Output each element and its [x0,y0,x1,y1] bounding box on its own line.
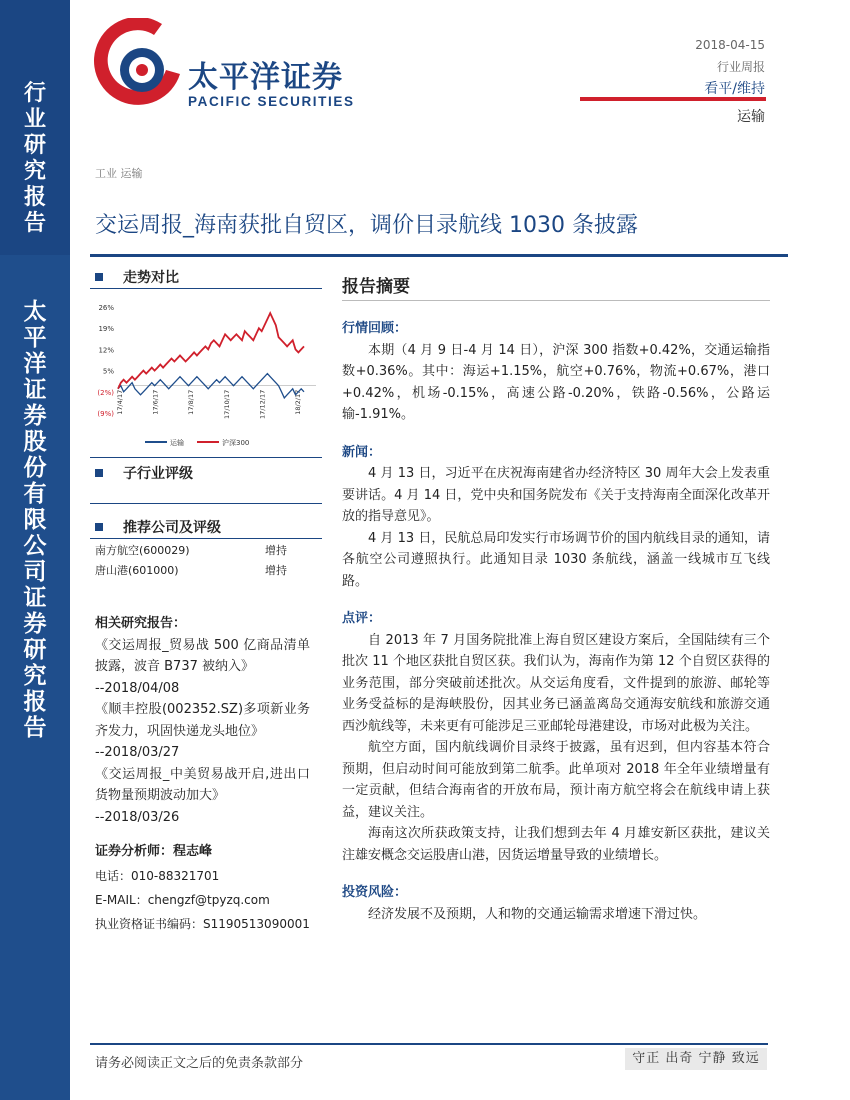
company-name: 唐山港(601000) [95,564,179,577]
breadcrumb: 工业 运输 [95,167,143,180]
comment-heading: 点评： [342,611,382,626]
related-heading: 相关研究报告： [95,616,187,631]
related-date: --2018/04/08 [95,680,180,696]
news-heading: 新闻： [342,444,382,460]
sidebar-char: 告 [23,714,47,741]
sidebar-char: 券 [23,610,47,637]
y-tick-label: 26% [98,304,114,312]
abstract-body [342,318,770,925]
header-divider [580,97,766,101]
sidebar-char: 业 [23,106,46,132]
recommend-row [95,562,287,578]
abstract-divider [342,300,770,301]
abstract-title: 报告摘要 [342,277,410,297]
y-tick-label: (9%) [97,410,114,418]
sidebar-char: 报 [23,184,46,210]
sidebar-char: 洋 [23,350,47,377]
footer-divider [90,1043,768,1045]
related-item: 《交运周报_贸易战 500 亿商品清单披露，波音 B737 被纳入》 [95,637,310,674]
bullet-square-icon [95,469,103,477]
risk-heading: 投资风险： [342,885,408,900]
sidebar-char: 告 [23,210,46,236]
market-review-text: 本期（4 月 9 日-4 月 14 日），沪深 300 指数+0.42%，交通运输指数+0.36%。其中：海运+1.15%，航空+0.76%，物流+0.67%，港口+0.42%，机场-0.15%，高速公路-0.20%，铁路-0.56%，公路运输-1.91%。 [342,342,770,422]
comment-text: 航空方面，国内航线调价目录终于披露，虽有迟到，但内容基本符合预期，但启动时间可能放到第二航季。此单项对 2018 年全年业绩增量有一定贡献，但结合海南省的开放布局，预计南方航空将会在航线申请上获益，建议关注。 [342,740,770,820]
sidebar-char: 限 [23,506,47,533]
y-tick-label: 12% [98,346,114,355]
x-tick-label: 17/8/17 [187,389,196,415]
sidebar-char: 公 [23,532,47,559]
sidebar-char: 究 [23,662,47,689]
logo-chinese-name: 太平洋证券 [188,60,343,95]
sidebar-char: 证 [23,584,47,611]
x-tick-label: 17/10/17 [222,389,231,419]
y-tick-label: 5% [102,367,114,376]
sidebar-label-company [0,300,70,742]
trend-divider [90,288,322,289]
related-date: --2018/03/26 [95,809,180,825]
x-tick-label: 17/6/17 [151,389,160,415]
sector-name: 运输 [737,109,765,125]
sidebar-char: 报 [23,688,47,715]
related-research [95,613,310,828]
analyst-email[interactable]: E-MAIL：chengzf@tpyzq.com [95,893,270,907]
sub-industry-heading: 子行业评级 [95,463,193,483]
sidebar-label-report-type [0,82,70,238]
analyst-info [95,840,310,936]
page-title: 交运周报_海南获批自贸区，调价目录航线 1030 条披露 [95,213,638,238]
sidebar-char: 股 [23,428,47,455]
sidebar-char: 证 [23,376,47,403]
analyst-name: 证券分析师：程志峰 [95,844,213,859]
x-tick-label: 18/2/17 [294,389,302,415]
sidebar-char: 券 [23,402,47,429]
news-text: 4 月 13 日，民航总局印发实行市场调节价的国内航线目录的通知，请各航空公司遵照执行。此通知目录 1030 条航线，涵盖一线城市互飞线路。 [342,530,770,589]
related-item: 《顺丰控股(002352.SZ)多项新业务齐发力，巩固快递龙头地位》 [95,702,310,739]
risk-text: 经济发展不及预期，人和物的交通运输需求增速下滑过快。 [368,906,707,922]
sidebar-char: 平 [23,324,47,351]
bullet-square-icon [95,273,103,281]
comment-text: 自 2013 年 7 月国务院批准上海自贸区建设方案后，全国陆续有三个批次 11 个地区获批自贸区获。我们认为，海南作为第 12 个自贸区获得的业务范围，部分突破前述批次。从交运角度看，文件提到的旅游、邮轮等业务受益标的是海峡股份，因其业务已涵盖离岛交通海安航线和旅游交通西沙航线等，未来更有可能涉足三亚邮轮母港建设，市场对此极为关注。 [342,632,770,734]
trend-heading: 走势对比 [95,267,179,287]
sidebar-char: 研 [23,636,47,663]
bullet-square-icon [95,523,103,531]
sidebar-char: 太 [23,298,47,325]
related-item: 《交运周报_中美贸易战开启,进出口货物量预期波动加大》 [95,766,310,803]
series-line-hs300 [118,313,304,389]
comment-text: 海南这次所获政策支持，让我们想到去年 4 月雄安新区获批，建议关注雄安概念交运股唐山港，因货运增量导致的业绩增长。 [342,826,770,863]
x-tick-label: 17/4/17 [116,389,124,415]
industry-rating: 看平/维持 [704,81,765,97]
legend-label: 运输 [170,439,184,447]
report-type: 行业周报 [716,60,765,74]
title-divider [90,254,788,257]
news-text: 4 月 13 日，习近平在庆祝海南建省办经济特区 30 周年大会上发表重要讲话。4 月 14 日，党中央和国务院发布《关于支持海南全面深化改革开放的指导意见》。 [342,466,770,524]
recommend-row [95,542,287,558]
recommend-heading: 推荐公司及评级 [95,517,221,537]
company-rating: 增持 [265,544,287,557]
x-tick-label: 17/12/17 [258,389,267,419]
legend-label: 沪深300 [222,439,250,447]
logo-english-name: PACIFIC SECURITIES [188,94,355,109]
sidebar-char: 究 [23,158,46,184]
company-motto: 守正 出奇 宁静 致远 [625,1048,767,1070]
chart-bottom-divider [90,457,322,458]
trend-comparison-chart [90,295,322,455]
sidebar-char: 有 [23,480,47,507]
disclaimer-notice: 请务必阅读正文之后的免责条款部分 [95,1056,304,1071]
sub-industry-divider [90,503,322,504]
sidebar-char: 司 [23,558,47,585]
sidebar-char: 行 [23,80,46,106]
market-review-heading: 行情回顾： [342,321,408,336]
recommend-divider [90,538,322,539]
sidebar-char: 份 [23,454,47,481]
sidebar-char: 研 [23,132,46,158]
report-date: 2018-04-15 [695,38,765,52]
related-date: --2018/03/27 [95,745,180,760]
analyst-cert: 执业资格证书编码：S1190513090001 [95,917,310,931]
company-name: 南方航空(600029) [95,544,190,557]
y-tick-label: 19% [98,325,114,334]
analyst-phone: 电话：010-88321701 [95,869,220,883]
company-rating: 增持 [265,564,287,577]
y-tick-label: (2%) [97,388,114,397]
